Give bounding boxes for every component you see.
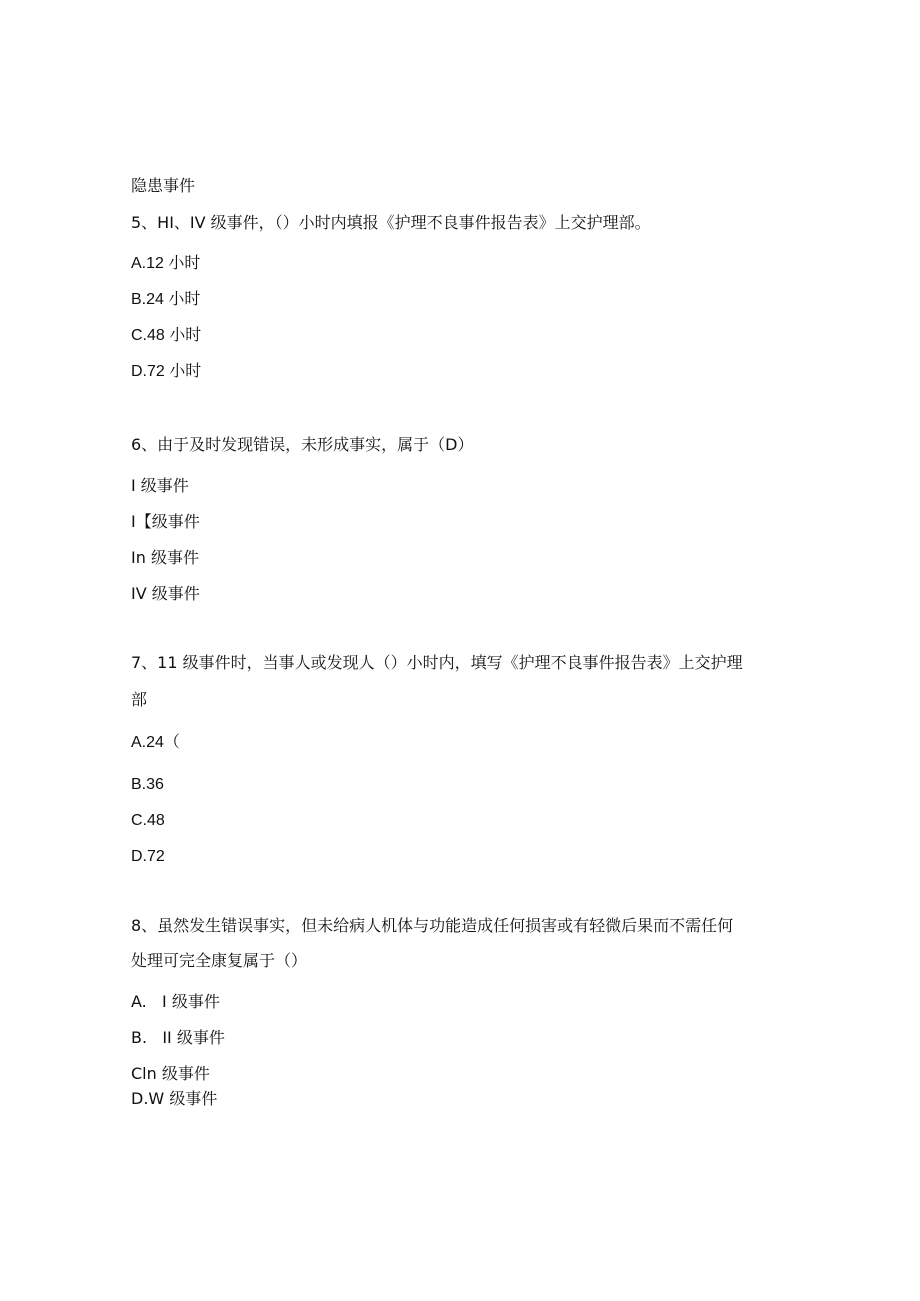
q7-stem-line2: 部 — [131, 690, 148, 709]
q7-option-a: A.24（ — [131, 734, 180, 751]
q5-option-c: C.48 小时 — [131, 327, 202, 344]
q8-option-c: Cln 级事件 — [131, 1064, 210, 1083]
q8-stem-line1: 8、虽然发生错误事实，但未给病人机体与功能造成任何损害或有轻微后果而不需任何 — [131, 916, 734, 935]
q8-option-b: B. II 级事件 — [131, 1028, 225, 1047]
q8-option-a: A. I 级事件 — [131, 992, 220, 1011]
q7-option-d: D.72 — [131, 848, 165, 865]
q6-option-2: I【级事件 — [131, 512, 200, 531]
q6-option-1: I 级事件 — [131, 476, 189, 495]
q7-option-b: B.36 — [131, 776, 164, 793]
q5-option-b: B.24 小时 — [131, 291, 201, 308]
q7-option-c: C.48 — [131, 812, 165, 829]
q5-option-a: A.12 小时 — [131, 255, 201, 272]
q7-stem-line1: 7、11 级事件时，当事人或发现人（）小时内，填写《护理不良事件报告表》上交护理 — [131, 653, 743, 672]
q8-stem-line2: 处理可完全康复属于（） — [131, 951, 308, 970]
q5-option-d: D.72 小时 — [131, 363, 202, 380]
q6-option-3: In 级事件 — [131, 548, 199, 567]
q6-stem: 6、由于及时发现错误，未形成事实，属于（D） — [131, 435, 474, 454]
q8-option-d: D.W 级事件 — [131, 1089, 218, 1108]
q5-stem: 5、HI、IV 级事件，（）小时内填报《护理不良事件报告表》上交护理部。 — [131, 213, 651, 232]
q6-option-4: IV 级事件 — [131, 584, 200, 603]
q4-option-tail: 隐患事件 — [131, 176, 196, 195]
